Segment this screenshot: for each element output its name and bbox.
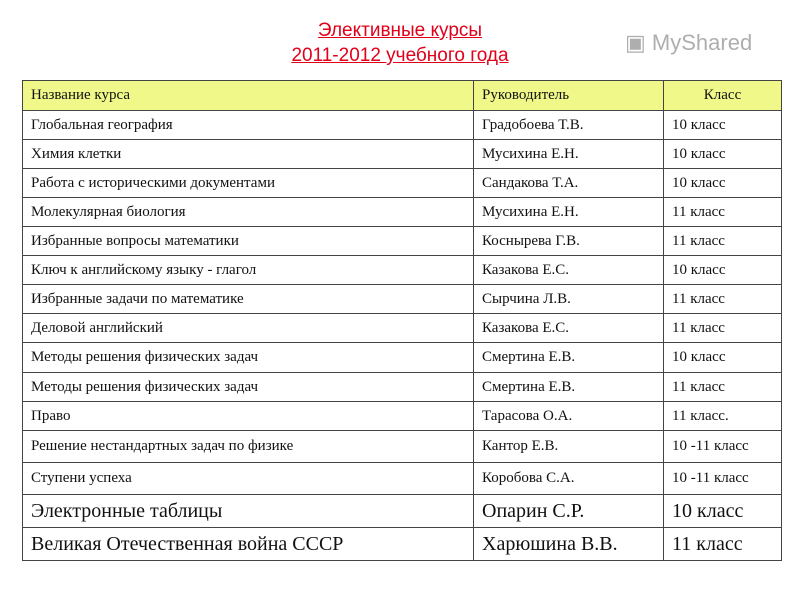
table-row [23,227,782,256]
table-row [23,495,782,528]
cell-grade: 10 -11 класс [664,463,782,495]
cell-course: Методы решения физических задач [23,373,474,402]
cell-teacher: Казакова Е.С. [474,314,664,343]
table-row [23,140,782,169]
cell-teacher: Казакова Е.С. [474,256,664,285]
cell-teacher: Градобоева Т.В. [474,111,664,140]
cell-teacher: Сандакова Т.А. [474,169,664,198]
table-row [23,314,782,343]
table-row [23,198,782,227]
cell-grade: 11 класс [664,314,782,343]
presentation-icon: ▣ [625,30,652,55]
cell-course: Право [23,402,474,431]
cell-course: Глобальная география [23,111,474,140]
table-row [23,169,782,198]
table-row [23,256,782,285]
cell-course: Ключ к английскому языку - глагол [23,256,474,285]
cell-teacher: Тарасова О.А. [474,402,664,431]
table-row [23,285,782,314]
table-header-row [23,81,782,111]
cell-course: Решение нестандартных задач по физике [23,431,474,463]
table-row [23,431,782,463]
cell-course: Великая Отечественная война СССР [23,528,474,561]
cell-grade: 11 класс [664,373,782,402]
cell-course: Ступени успеха [23,463,474,495]
cell-course: Химия клетки [23,140,474,169]
cell-grade: 10 -11 класс [664,431,782,463]
cell-grade: 11 класс [664,528,782,561]
cell-course: Деловой английский [23,314,474,343]
cell-course: Методы решения физических задач [23,343,474,373]
cell-course: Электронные таблицы [23,495,474,528]
header-grade: Класс [664,81,782,111]
cell-course: Избранные задачи по математике [23,285,474,314]
cell-grade: 10 класс [664,495,782,528]
cell-grade: 10 класс [664,111,782,140]
cell-grade: 10 класс [664,169,782,198]
cell-teacher: Кантор Е.В. [474,431,664,463]
courses-table [22,80,782,561]
cell-grade: 11 класс [664,285,782,314]
cell-grade: 10 класс [664,256,782,285]
title-line-1: Элективные курсы [317,20,483,41]
table-row [23,402,782,431]
cell-teacher: Мусихина Е.Н. [474,140,664,169]
cell-teacher: Смертина Е.В. [474,373,664,402]
cell-grade: 11 класс [664,198,782,227]
cell-course: Избранные вопросы математики [23,227,474,256]
watermark [625,30,752,56]
cell-teacher: Мусихина Е.Н. [474,198,664,227]
cell-grade: 11 класс [664,227,782,256]
cell-grade: 11 класс. [664,402,782,431]
cell-teacher: Харюшина В.В. [474,528,664,561]
cell-course: Молекулярная биология [23,198,474,227]
cell-teacher: Коснырева Г.В. [474,227,664,256]
header-course: Название курса [23,81,474,111]
table-row [23,373,782,402]
cell-grade: 10 класс [664,343,782,373]
table-row [23,343,782,373]
cell-teacher: Опарин С.Р. [474,495,664,528]
cell-teacher: Смертина Е.В. [474,343,664,373]
cell-teacher: Сырчина Л.В. [474,285,664,314]
table-row [23,463,782,495]
title-line-2: 2011-2012 учебного года [291,45,509,66]
cell-course: Работа с историческими документами [23,169,474,198]
watermark-text: MyShared [651,30,753,55]
table-row [23,528,782,561]
cell-grade: 10 класс [664,140,782,169]
cell-teacher: Коробова С.А. [474,463,664,495]
header-teacher: Руководитель [474,81,664,111]
table-row [23,111,782,140]
